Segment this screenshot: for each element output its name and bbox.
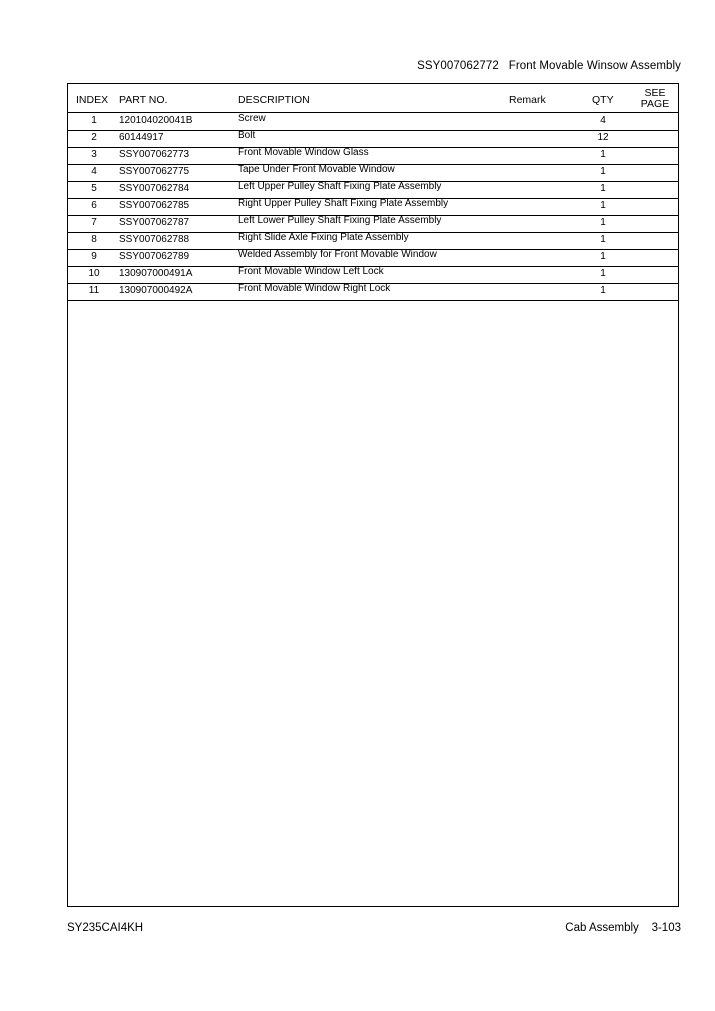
header-doc-number: SSY007062772 (417, 60, 499, 72)
table-row (68, 147, 678, 165)
row-qty: 1 (600, 149, 606, 160)
row-qty: 1 (600, 183, 606, 194)
row-part-no: SSY007062784 (119, 183, 190, 194)
row-description: Tape Under Front Movable Window (238, 164, 395, 175)
row-description: Right Upper Pulley Shaft Fixing Plate Assembly (238, 198, 449, 209)
header-doc-title: Front Movable Winsow Assembly (508, 60, 681, 72)
table-row (68, 130, 678, 148)
row-part-no: SSY007062775 (119, 166, 190, 177)
column-header-description: DESCRIPTION (238, 94, 310, 106)
page-footer (565, 922, 681, 934)
table-row (68, 215, 678, 233)
row-qty: 1 (600, 234, 606, 245)
row-qty: 1 (600, 268, 606, 279)
row-index: 7 (91, 217, 97, 228)
row-part-no: 60144917 (119, 132, 164, 143)
row-part-no: 130907000492A (119, 285, 193, 296)
row-index: 2 (91, 132, 97, 143)
row-description: Front Movable Window Right Lock (238, 283, 391, 294)
page-header (417, 60, 681, 72)
row-qty: 4 (600, 115, 606, 126)
row-index: 1 (91, 115, 97, 126)
table-row (68, 181, 678, 199)
column-header-qty: QTY (592, 94, 614, 106)
row-description: Right Slide Axle Fixing Plate Assembly (238, 232, 409, 243)
row-description: Front Movable Window Left Lock (238, 266, 384, 277)
column-header-index: INDEX (76, 94, 109, 106)
row-index: 5 (91, 183, 97, 194)
row-part-no: SSY007062787 (119, 217, 190, 228)
column-header-see-page-line2: PAGE (640, 98, 670, 110)
column-header-remark: Remark (509, 94, 546, 106)
table-row (68, 249, 678, 267)
column-header-see-page (632, 88, 678, 110)
row-description: Left Upper Pulley Shaft Fixing Plate Assembly (238, 181, 442, 192)
row-part-no: 120104020041B (119, 115, 193, 126)
row-part-no: SSY007062785 (119, 200, 190, 211)
row-description: Left Lower Pulley Shaft Fixing Plate Assembly (238, 215, 442, 226)
row-description: Bolt (238, 130, 256, 141)
footer-page-number: 3-103 (651, 922, 681, 934)
row-description: Front Movable Window Glass (238, 147, 369, 158)
row-index: 6 (91, 200, 97, 211)
row-index: 4 (91, 166, 97, 177)
column-header-see-page-line1: SEE (644, 87, 666, 99)
table-row (68, 164, 678, 182)
table-row (68, 198, 678, 216)
row-index: 11 (88, 285, 100, 296)
row-part-no: SSY007062773 (119, 149, 190, 160)
row-qty: 12 (597, 132, 609, 143)
row-qty: 1 (600, 251, 606, 262)
row-part-no: SSY007062788 (119, 234, 190, 245)
row-index: 3 (91, 149, 97, 160)
row-index: 10 (88, 268, 100, 279)
table-row (68, 283, 678, 301)
table-row (68, 232, 678, 250)
footer-model: SY235CAI4KH (67, 922, 144, 934)
row-index: 8 (91, 234, 97, 245)
row-qty: 1 (600, 217, 606, 228)
row-qty: 1 (600, 166, 606, 177)
row-qty: 1 (600, 285, 606, 296)
row-qty: 1 (600, 200, 606, 211)
column-header-part-no: PART NO. (119, 94, 168, 106)
footer-section: Cab Assembly (565, 922, 639, 934)
table-row (68, 113, 678, 131)
row-index: 9 (91, 251, 97, 262)
row-description: Screw (238, 113, 266, 124)
parts-table-frame (67, 83, 679, 907)
row-part-no: SSY007062789 (119, 251, 190, 262)
row-part-no: 130907000491A (119, 268, 193, 279)
table-row (68, 266, 678, 284)
row-description: Welded Assembly for Front Movable Window (238, 249, 437, 260)
